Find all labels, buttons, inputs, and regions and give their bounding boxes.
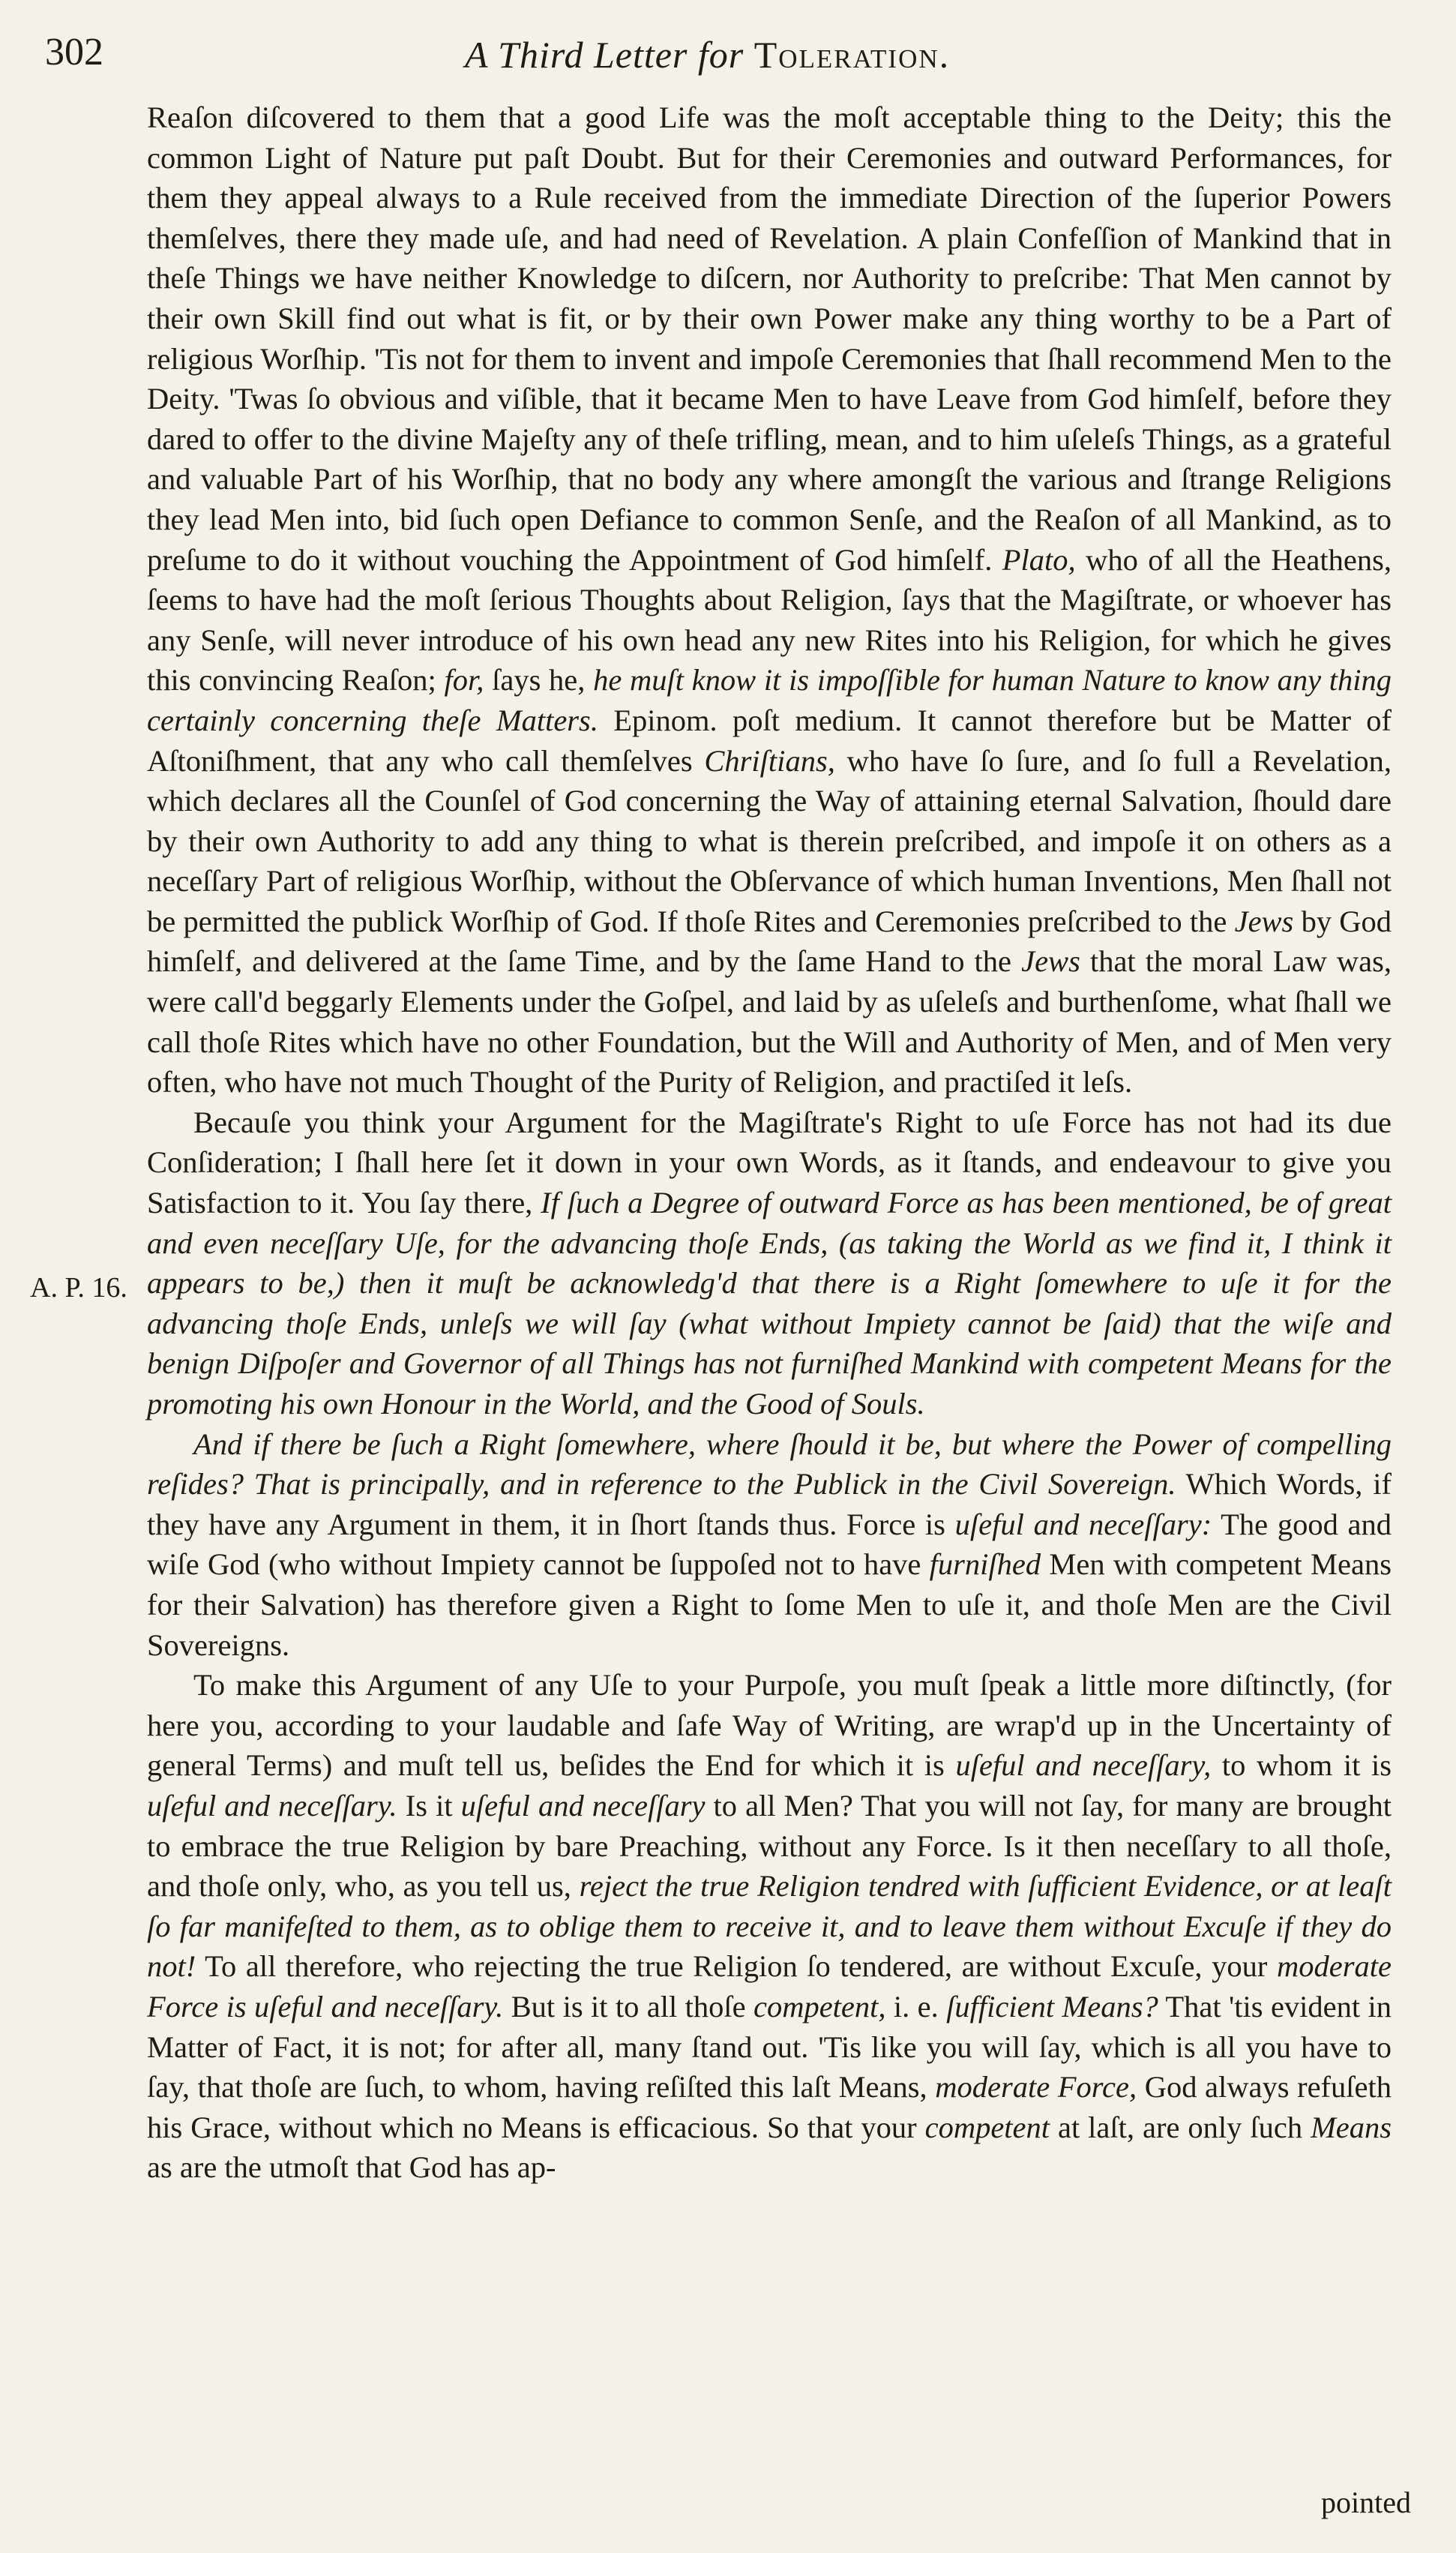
text-run: Epinom. poſt medium. It cannot therefore but be Matter of Aſtoniſhment, that any who call themſelves	[147, 703, 1392, 778]
quote: reject the true Religion tendred with ſufficient Evidence, or at leaſt ſo far manifeſted to them, as to oblige them to receive it, and to leave them without Excuſe if they do not!	[147, 1869, 1392, 1984]
text-run: who have ſo ſure, and ſo full a Revelation, which declares all the Counſel of God concerning the Way of attaining eternal Salvation, ſhould dare by their own Authority to add any thing to what is therein preſcribed, and impoſe it on others as a neceſſary Part of religious Worſhip, without the Obſervance of which human Inventions, Men ſhall not be permitted the publick Worſhip of God. If thoſe Rites and Ceremonies preſcribed to the	[147, 743, 1392, 938]
page-number: 302	[45, 31, 103, 74]
text-run-italic: uſeful and neceſſary.	[147, 1788, 397, 1822]
text-run: i. e.	[893, 1989, 939, 2024]
quote: he muſt know it is impoſſible for human Nature to know any thing certainly concerning theſe Matters.	[147, 663, 1392, 737]
text-run: as are the utmoſt that God has ap-	[147, 2150, 556, 2185]
text-run: Is it	[405, 1788, 453, 1822]
text-run: at laſt, are only ſuch	[1058, 2110, 1303, 2144]
text-run: Reaſon diſcovered to them that a good Life was the moſt acceptable thing to the Deity; this the common Light of Nature put paſt Doubt. But for their Ceremonies and outward Performances, for them they appeal always to a Rule received from the immediate Direction of the ſuperior Powers themſelves, there they made uſe, and had need of Revelation. A plain Confeſſion of Mankind that in theſe Things we have neither Knowledge to diſcern, nor Authority to preſcribe: That Men cannot by their own Skill find out what is fit, or by their own Power make any thing worthy to be a Part of religious Worſhip. 'Tis not for them to invent and impoſe Ceremonies that ſhall recommend Men to the Deity. 'Twas ſo obvious and viſible, that it became Men to have Leave from God himſelf, before they dared to offer to the divine Majeſty any of theſe trifling, mean, and to him uſeleſs Things, as a grateful and valuable Part of his Worſhip, that no body any where amongſt the various and ſtrange Religions they lead Men into, bid ſuch open Defiance to common Senſe, and the Reaſon of all Mankind, as to preſume to do it without vouching the Appointment of God himſelf.	[147, 100, 1392, 577]
text-run: to whom it is	[1221, 1748, 1392, 1783]
quote: And if there be ſuch a Right ſomewhere, where ſhould it be, but where the Power of compelling reſides? That is principally, and in reference to the Publick in the Civil Sovereign.	[147, 1426, 1392, 1502]
text-run-italic: for,	[444, 663, 484, 698]
text-run-italic: Jews	[1234, 904, 1294, 938]
text-run-italic: competent	[924, 2110, 1050, 2144]
text-run-italic: uſeful and neceſſary	[460, 1788, 706, 1822]
text-run: Which Words, if they have any Argument in them, it in ſhort ſtands thus. Force is	[147, 1467, 1392, 1541]
text-run-italic: ſufficient Means?	[946, 1989, 1158, 2024]
running-title	[465, 33, 950, 76]
text-run: But is it to all thoſe	[511, 1989, 746, 2024]
text-run: God always refuſeth his Grace, without which no Means is efficacious. So that your	[147, 2070, 1392, 2144]
quote: If ſuch a Degree of outward Force as has been mentioned, be of great and even neceſſary Uſe, for the advancing thoſe Ends, (as taking the World as we find it, I think it appears to be,) then it muſt be acknowledg'd that there is a Right ſomewhere to uſe it for the advancing thoſe Ends, unleſs we will ſay (what without Impiety cannot be ſaid) that the wiſe and benign Diſpoſer and Governor of all Things has not furniſhed Mankind with competent Means for the promoting his own Honour in the World, and the Good of Souls.	[147, 1186, 1392, 1420]
running-title-caps: Toleration.	[753, 34, 951, 76]
text-run-italic: Jews	[1021, 944, 1080, 979]
paragraph-1	[147, 98, 1392, 1102]
text-run: ſays he,	[492, 663, 586, 698]
text-run-italic: moderate Force is uſeful and neceſſary.	[147, 1949, 1392, 2024]
text-run-italic: Chriſtians,	[704, 743, 835, 778]
text-run-italic: Means	[1311, 2110, 1392, 2144]
paragraph-3	[147, 1424, 1392, 1666]
text-run-italic: uſeful and neceſſary,	[955, 1748, 1212, 1783]
text-run-italic: Plato,	[1002, 542, 1076, 577]
text-run-italic: competent,	[753, 1989, 886, 2024]
paragraph-2	[147, 1102, 1392, 1424]
text-run: to all Men? That you will not ſay, for many are brought to embrace the true Religion by bare Preaching, without any Force. Is it then neceſſary to all thoſe, and thoſe only, who, as you tell us,	[147, 1788, 1392, 1904]
text-run: by God himſelf, and delivered at the ſame Time, and by the ſame Hand to the	[147, 904, 1392, 979]
catchword: pointed	[1321, 2486, 1411, 2519]
text-run-italic: moderate Force,	[935, 2070, 1137, 2104]
text-run-italic: furniſhed	[929, 1547, 1041, 1582]
body-text	[147, 98, 1392, 2188]
text-run: Men with competent Means for their Salvation) has therefore given a Right to ſome Men to uſe it, and thoſe Men are the Civil Sovereigns.	[147, 1547, 1392, 1662]
text-run-italic: uſeful and neceſſary:	[954, 1507, 1212, 1541]
running-title-italic: A Third Letter for	[465, 34, 744, 76]
text-run: The good and wiſe God (who without Impiety cannot be ſuppoſed not to have	[147, 1507, 1392, 1582]
text-run: That 'tis evident in Matter of Fact, it is not; for after all, many ſtand out. 'Tis like you will ſay, which is all you have to ſay, that thoſe are ſuch, to whom, having reſiſted this laſt Means,	[147, 1989, 1392, 2104]
text-run: To make this Argument of any Uſe to your Purpoſe, you muſt ſpeak a little more diſtinctly, (for here you, according to your laudable and ſafe Way of Writing, are wrap'd up in the Uncertainty of general Terms) and muſt tell us, beſides the End for which it is	[147, 1668, 1392, 1783]
text-run: that the moral Law was, were call'd beggarly Elements under the Goſpel, and laid by as uſeleſs and burthenſome, what ſhall we call thoſe Rites which have no other Foundation, but the Will and Authority of Men, and of Men very often, who have not much Thought of the Purity of Religion, and practiſed it leſs.	[147, 944, 1392, 1100]
text-run: To all therefore, who rejecting the true Religion ſo tendered, are without Excuſe, your	[205, 1949, 1268, 1984]
text-run: who of all the Heathens, ſeems to have had the moſt ſerious Thoughts about Religion, ſays that the Magiſtrate, or whoever has any Senſe, will never introduce of his own head any new Rites into his Religion, for which he gives this convincing Reaſon;	[147, 542, 1392, 698]
text-run: Becauſe you think your Argument for the Magiſtrate's Right to uſe Force has not had its due Conſideration; I ſhall here ſet it down in your own Words, as it ſtands, and endeavour to give you Satisfaction to it. You ſay there,	[147, 1105, 1392, 1220]
paragraph-4	[147, 1665, 1392, 2188]
margin-note: A. P. 16.	[30, 1272, 127, 1304]
page-header	[45, 30, 1417, 90]
